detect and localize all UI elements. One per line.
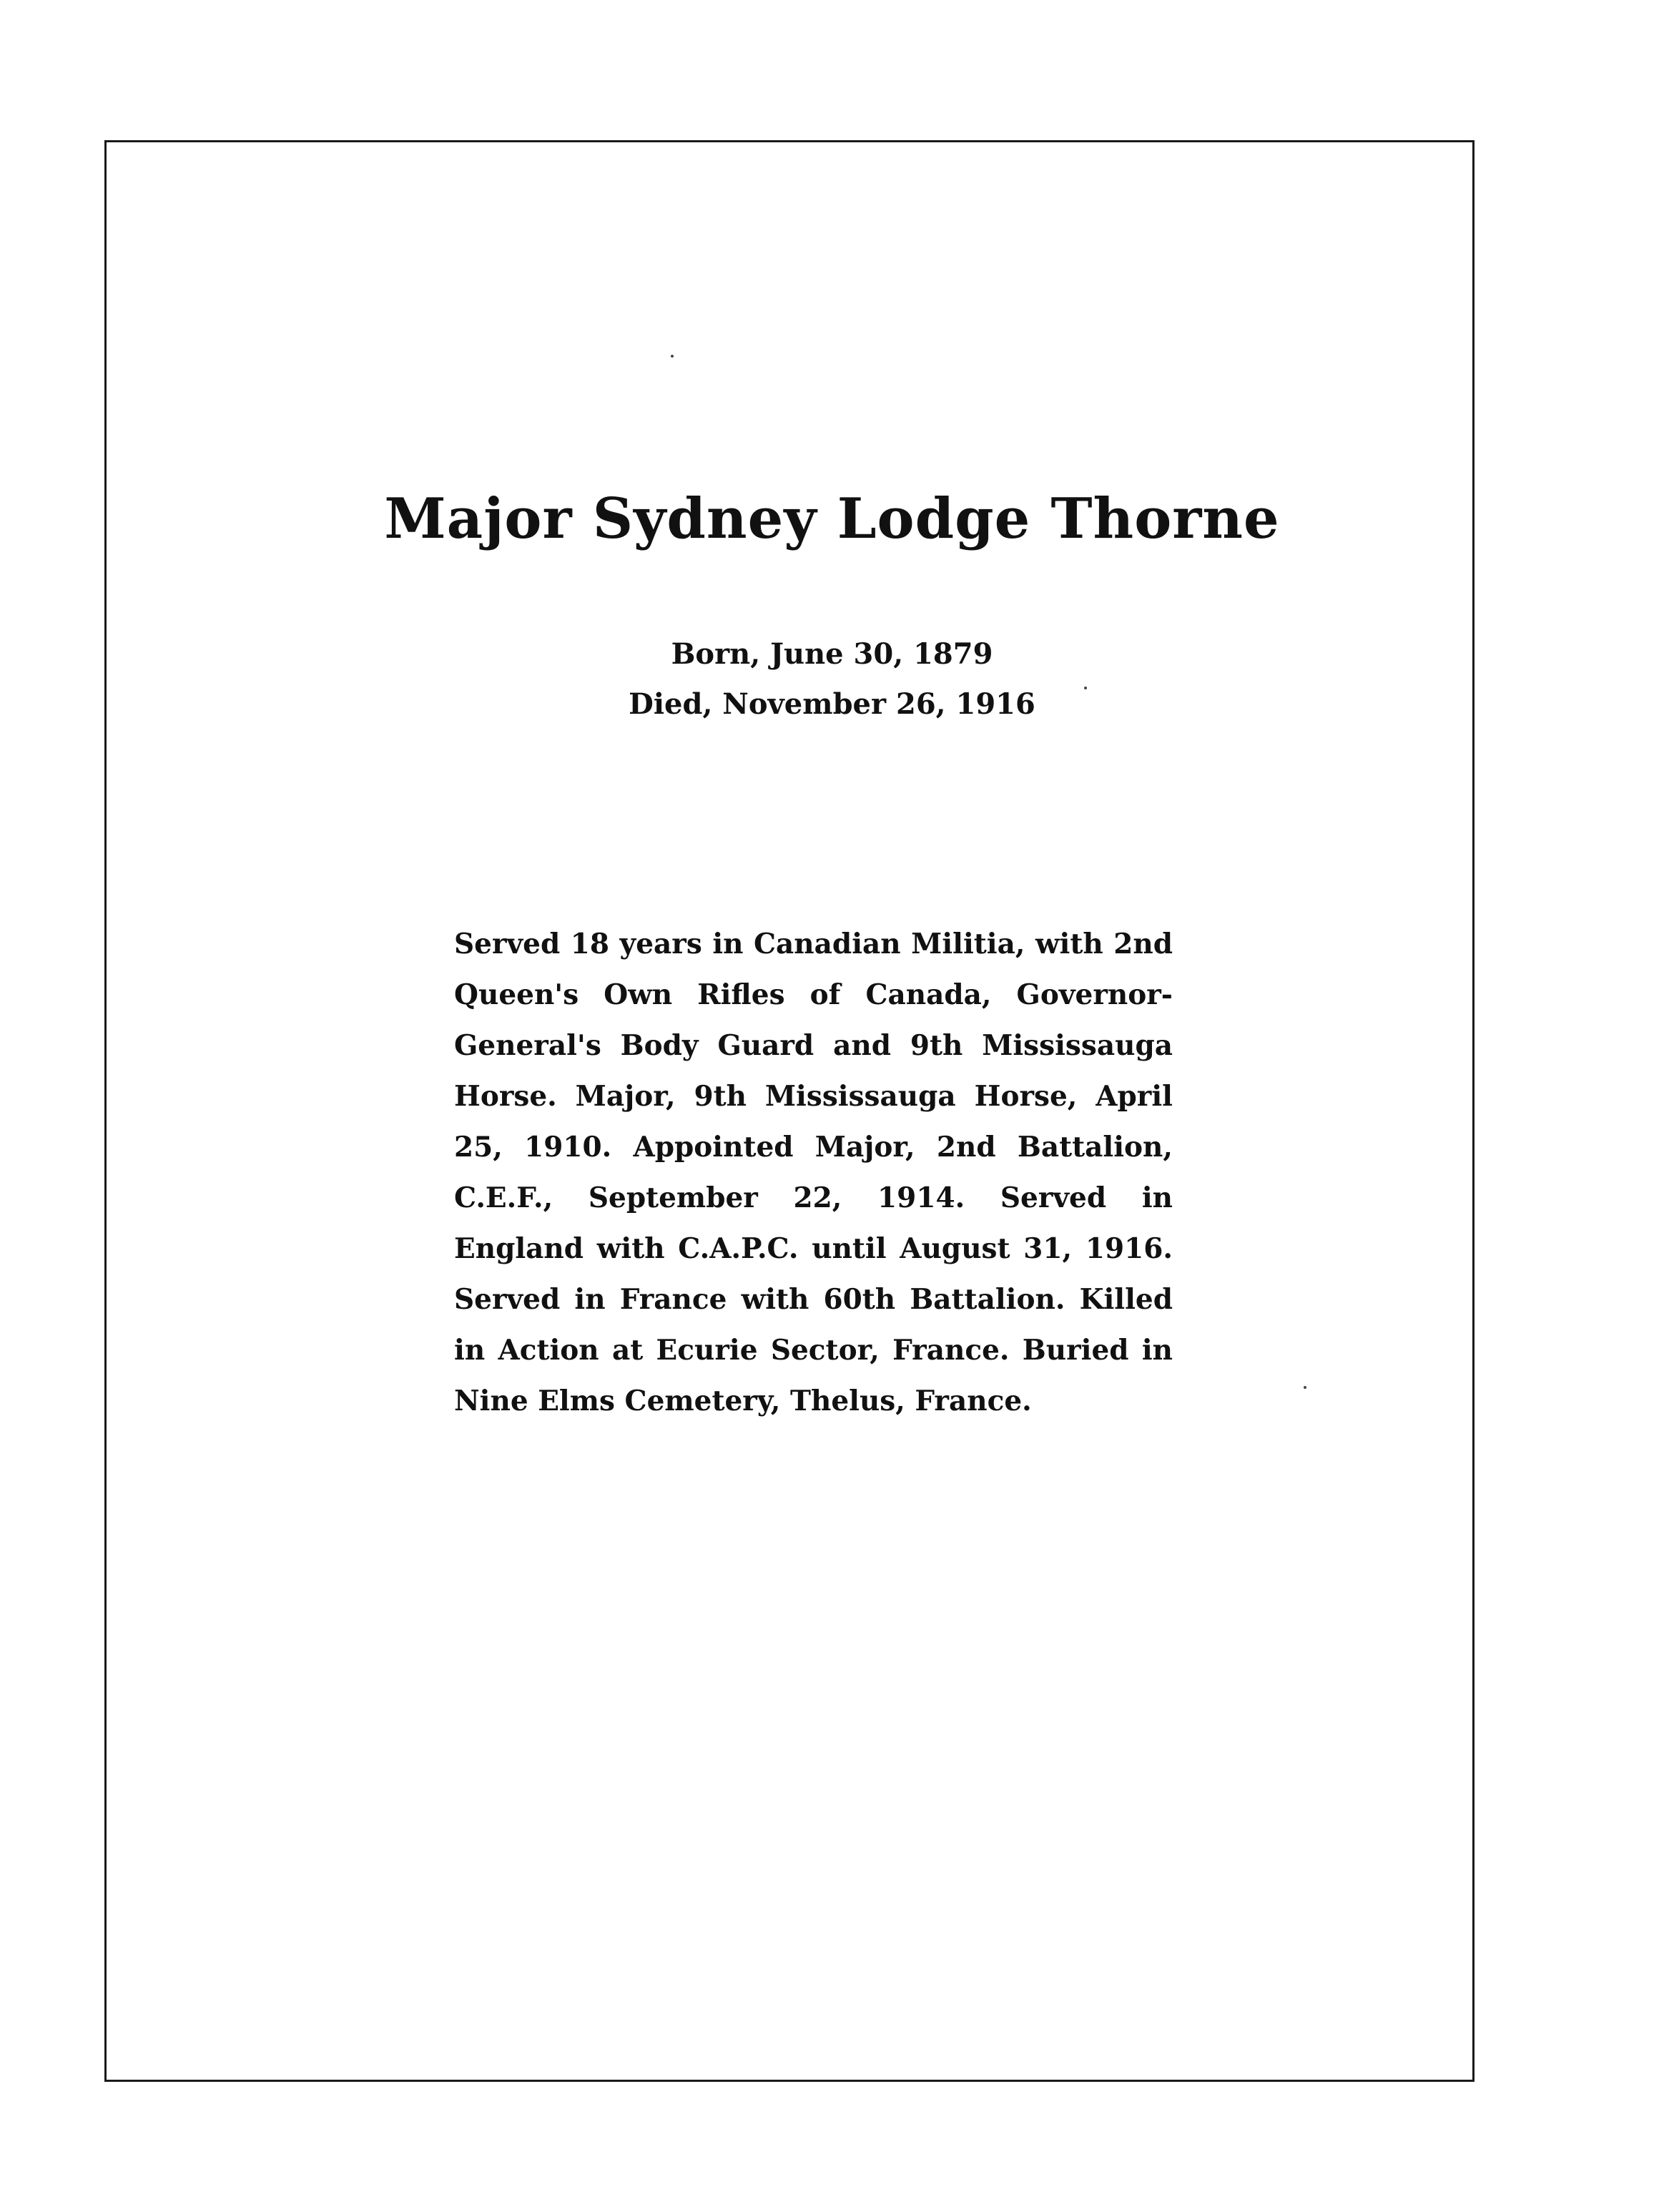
biography-line: Queen's Own Rifles of Canada, Governor- xyxy=(454,978,1173,1011)
biography-line: Horse. Major, 9th Mississauga Horse, April xyxy=(454,1080,1173,1113)
biography-line: 25, 1910. Appointed Major, 2nd Battalion, xyxy=(454,1131,1173,1164)
died-date: Died, November 26, 1916 xyxy=(629,687,1035,721)
scan-speck xyxy=(671,355,674,358)
born-date: Born, June 30, 1879 xyxy=(671,637,993,671)
memorial-title: Major Sydney Lodge Thorne xyxy=(384,486,1280,551)
biography-line: in Action at Ecurie Sector, France. Buried in xyxy=(454,1334,1173,1367)
biography-line: General's Body Guard and 9th Mississauga xyxy=(454,1029,1173,1062)
biography-paragraph xyxy=(454,919,1173,1427)
biography-line: England with C.A.P.C. until August 31, 1916. xyxy=(454,1232,1173,1265)
biography-line: Served 18 years in Canadian Militia, with 2nd xyxy=(454,928,1173,960)
scan-speck xyxy=(1304,1386,1306,1389)
biography-line: Nine Elms Cemetery, Thelus, France. xyxy=(454,1385,1032,1417)
biography-line: C.E.F., September 22, 1914. Served in xyxy=(454,1181,1173,1214)
biography-line: Served in France with 60th Battalion. Killed xyxy=(454,1283,1173,1316)
life-dates xyxy=(0,629,1664,729)
